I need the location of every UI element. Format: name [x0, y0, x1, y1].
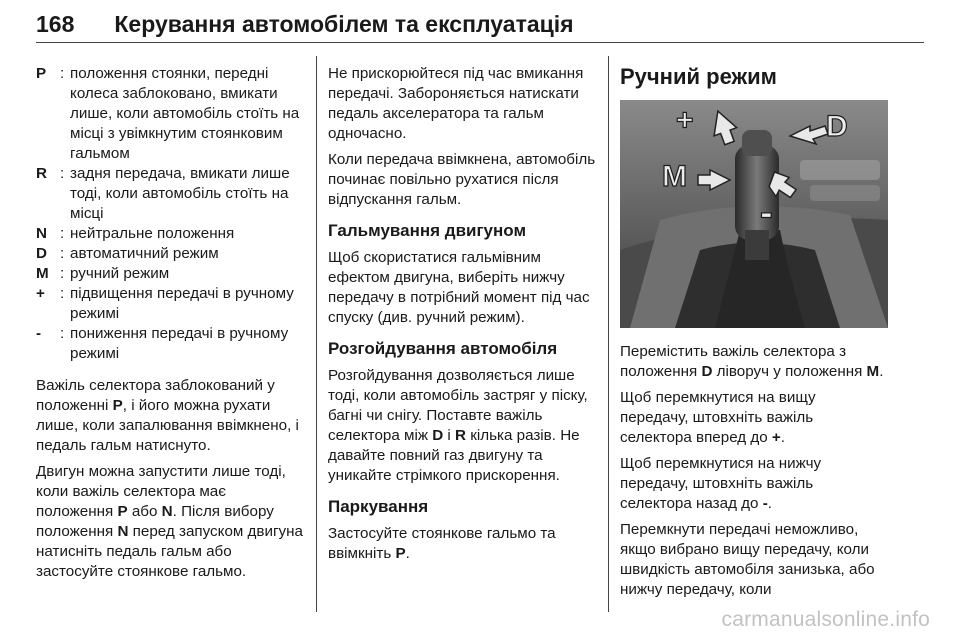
gear-key: M — [36, 265, 49, 282]
gear-description: пониження передачі в ручному режимі — [70, 325, 289, 362]
paragraph-shift-limit: Перемкнути передачі неможливо, якщо вибрано вищу передачу, коли швидкість автомобіля занизька, або нижчу передачу, коли — [620, 521, 875, 598]
gear-definition-item — [36, 284, 304, 324]
gear-description: підвищення передачі в ручному режимі — [70, 285, 294, 322]
column-3 — [620, 64, 888, 606]
watermark: carmanualsonline.info — [721, 608, 930, 631]
column-2 — [328, 64, 596, 570]
gear-separator: : — [60, 245, 65, 262]
gear-description: ручний режим — [70, 265, 170, 282]
minus-label: - — [760, 192, 773, 234]
heading-rocking: Розгойдування автомобіля — [328, 339, 558, 358]
gear-separator: : — [60, 65, 65, 82]
paragraph-parking: Застосуйте стоянкове гальмо та ввімкніть P. — [328, 525, 556, 562]
gear-definition-item — [36, 164, 304, 224]
gear-description: автоматичний режим — [70, 245, 219, 262]
heading-engine-brake: Гальмування двигуном — [328, 221, 527, 240]
gear-definition-item — [36, 324, 304, 364]
gear-definition-item — [36, 264, 304, 284]
column-1 — [36, 64, 304, 588]
paragraph-rocking: Розгойдування дозволяється лише тоді, коли автомобіль застряг у піску, багні чи снігу. Поставте важіль селектора між D і R кілька разів. Не давайте повний газ двигуну та уникайте стрімкого прискорення. — [328, 367, 588, 484]
column-divider — [316, 56, 317, 612]
column-divider — [608, 56, 609, 612]
gear-key: D — [36, 245, 47, 262]
page-number: 168 — [36, 10, 75, 37]
paragraph-downshift: Щоб перемкнутися на нижчу передачу, штовхніть важіль селектора назад до -. — [620, 455, 822, 512]
gear-separator: : — [60, 325, 65, 342]
gear-key: N — [36, 225, 47, 242]
gear-description: задня передача, вмикати лише тоді, коли автомобіль стоїть на місці — [70, 165, 290, 222]
page-title: Керування автомобілем та експлуатація — [114, 10, 574, 37]
gear-separator: : — [60, 265, 65, 282]
page-header — [36, 6, 924, 43]
gear-key: R — [36, 165, 47, 182]
gear-key: + — [36, 285, 45, 302]
gear-description: нейтральне положення — [70, 225, 235, 242]
gear-key: - — [36, 325, 42, 342]
paragraph-selector-lock: Важіль селектора заблокований у положенні P, і його можна рухати лише, коли запалювання ввімкнено, і педаль гальм натиснуто. — [36, 377, 299, 454]
gear-key: P — [36, 65, 47, 82]
plus-label: + — [676, 104, 694, 137]
gear-definition-list — [36, 64, 304, 364]
gear-separator: : — [60, 225, 65, 242]
paragraph-engine-start: Двигун можна запустити лише тоді, коли важіль селектора має положення P або N. Після вибору положення N перед запуском двигуна натисніть педаль гальм або застосуйте стоянкове гальмо. — [36, 463, 303, 580]
paragraph-no-accelerate: Не прискорюйтеся під час вмикання передачі. Забороняється натискати педаль акселератора та гальм одночасно. — [328, 65, 584, 142]
gear-separator: : — [60, 165, 65, 182]
paragraph-creep: Коли передача ввімкнена, автомобіль починає повільно рухатися після відпускання гальм. — [328, 151, 596, 208]
gear-description: положення стоянки, передні колеса заблоковано, вмикати лише, коли автомобіль стоїть на місці з увімкнутим стоянковим гальмом — [70, 65, 300, 162]
heading-parking: Паркування — [328, 497, 429, 516]
gear-separator: : — [60, 285, 65, 302]
paragraph-engine-brake: Щоб скористатися гальмівним ефектом двигуна, виберіть нижчу передачу в потрібний момент під час спуску (див. ручний режим). — [328, 249, 590, 326]
gear-definition-item — [36, 244, 304, 264]
gear-definition-item — [36, 224, 304, 244]
heading-manual-mode: Ручний режим — [620, 64, 777, 89]
gear-selector-photo — [620, 100, 888, 328]
paragraph-upshift: Щоб перемкнутися на вищу передачу, штовхніть важіль селектора вперед до +. — [620, 389, 816, 446]
paragraph-select-manual: Перемістить важіль селектора з положення D ліворуч у положення M. — [620, 343, 884, 380]
gear-definition-item — [36, 64, 304, 164]
d-label: D — [826, 110, 848, 143]
m-label: M — [662, 160, 687, 193]
